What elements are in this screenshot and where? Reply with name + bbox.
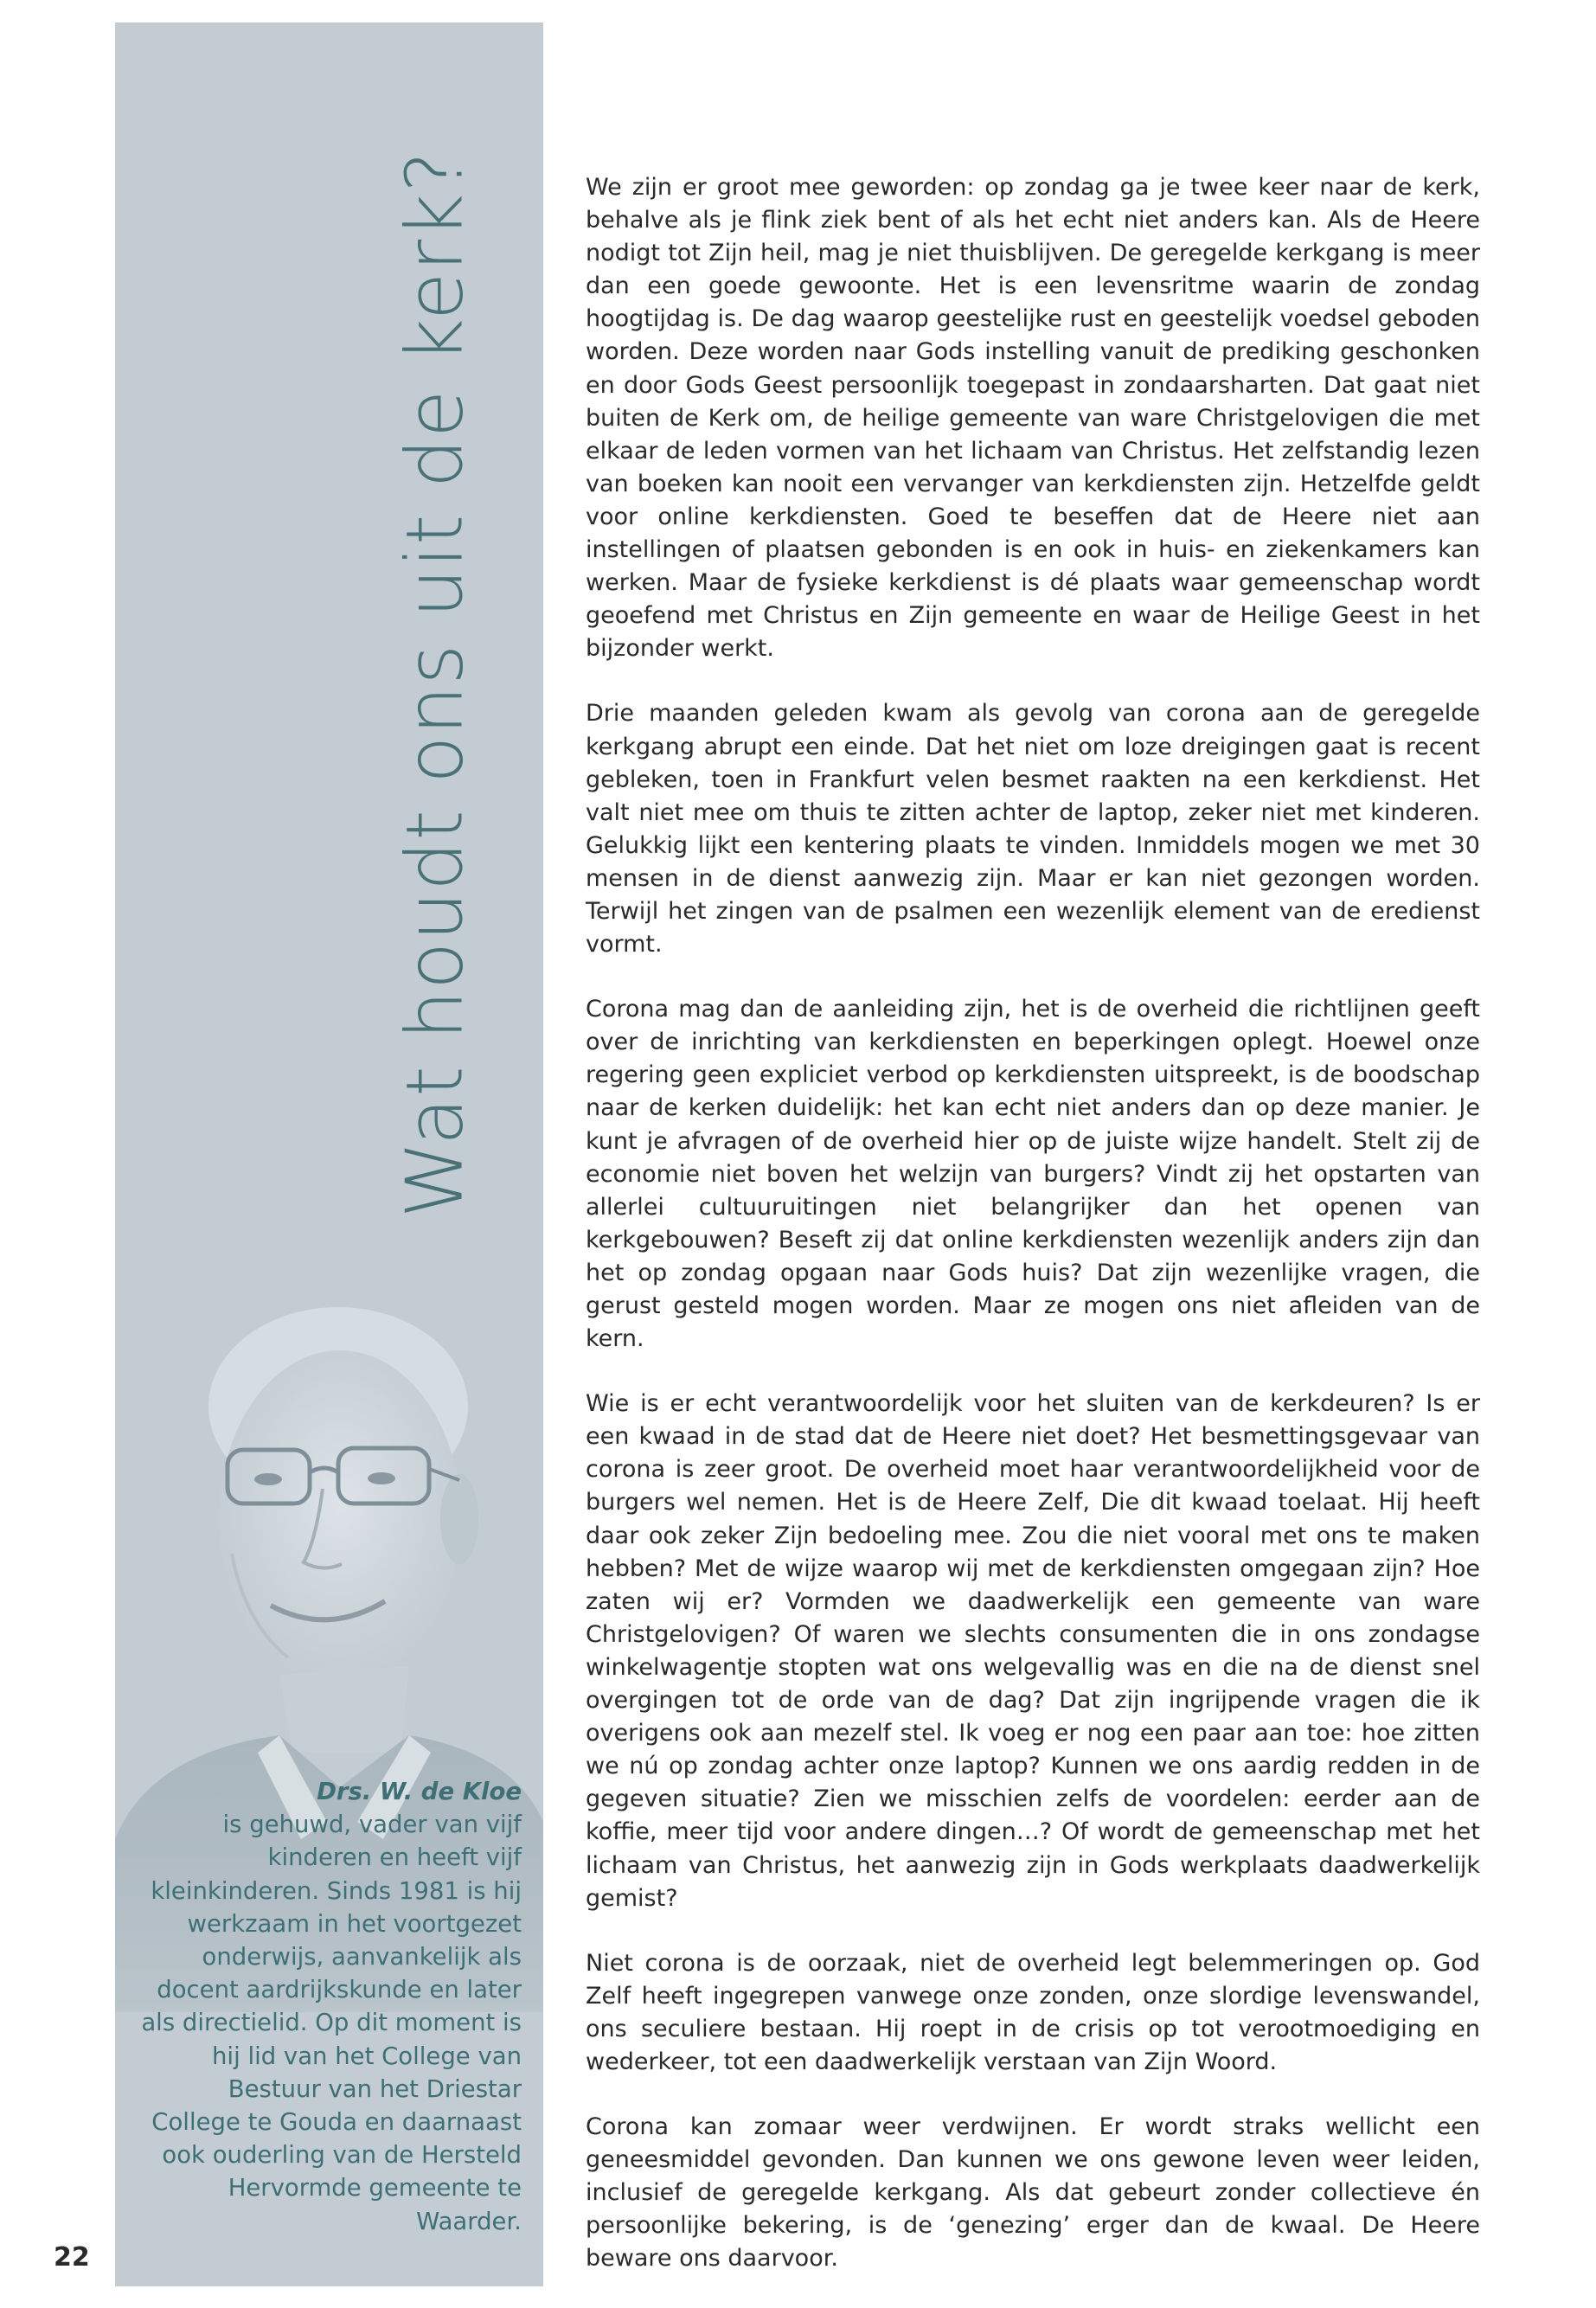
author-bio-text: is gehuwd, vader van vijf kinderen en heeft vijf kleinkinderen. Sinds 1981 is hij werkzaam in het voortgezet onderwijs, aanvankelijk als docent aardrijkskunde en later als directielid. Op dit moment is hij lid van het College van Bestuur van het Driestar College te Gouda en daarnaast ook ouderling van de Hersteld Hervormde gemeente te Waarder. bbox=[141, 1811, 522, 2235]
page-number: 22 bbox=[54, 2242, 90, 2273]
author-name: Drs. W. de Kloe bbox=[317, 1778, 522, 1805]
paragraph: Drie maanden geleden kwam als gevolg van corona aan de geregelde kerkgang abrupt een einde. Dat het niet om loze dreigingen gaat is recent gebleken, toen in Frankfurt velen besmet raakten na een kerkdienst. Het valt niet mee om thuis te zitten achter de laptop, zeker niet met kinderen. Gelukkig lijkt een kentering plaats te vinden. Inmiddels mogen we met 30 mensen in de dienst aanwezig zijn. Maar er kan niet gezongen worden. Terwijl het zingen van de psalmen een wezenlijk element van de eredienst vormt. bbox=[586, 700, 1480, 958]
author-bio bbox=[132, 1775, 522, 2238]
paragraph: Corona kan zomaar weer verdwijnen. Er wordt straks wellicht een geneesmiddel gevonden. Dan kunnen we ons gewone leven weer leiden, inclusief de geregelde kerkgang. Als dat gebeurt zonder collectieve én persoonlijke bekering, is de ‘genezing’ erger dan de kwaal. De Heere beware ons daarvoor. bbox=[586, 2113, 1480, 2273]
title-container bbox=[383, 150, 487, 1219]
paragraph: Niet corona is de oorzaak, niet de overheid legt belemmeringen op. God Zelf heeft ingegrepen vanwege onze zonden, onze slordige levenswandel, ons seculiere bestaan. Hij roept in de crisis op tot verootmoediging en wederkeer, tot een daadwerkelijk verstaan van Zijn Woord. bbox=[586, 1949, 1480, 2075]
article-title: Wat houdt ons uit de kerk? bbox=[389, 150, 481, 1219]
sidebar-panel bbox=[115, 22, 543, 2286]
paragraph: Wie is er echt verantwoordelijk voor het sluiten van de kerkdeuren? Is er een kwaad in de stad dat de Heere niet doet? Het besmettingsgevaar van corona is zeer groot. De overheid moet haar verantwoordelijkheid voor de burgers wel nemen. Het is de Heere Zelf, Die dit kwaad toelaat. Hij heeft daar ook zeker Zijn bedoeling mee. Zou die niet vooral met ons te maken hebben? Met de wijze waarop wij met de kerkdiensten omgegaan zijn? Hoe zaten wij er? Vormden we daadwerkelijk een gemeente van ware Christgelovigen? Of waren we slechts consumenten die in ons zondagse winkelwagentje stopten wat ons welgevallig was en die na de dienst snel overgingen tot de orde van de dag? Dat zijn ingrijpende vragen die ik overigens ook aan mezelf stel. Ik voeg er nog een paar aan toe: hoe zitten we nú op zondag achter onze laptop? Kunnen we ons aardig redden in de gegeven situatie? Zien we misschien zelfs de voordelen: eerder aan de koffie, meer tijd voor andere dingen…? Of wordt de gemeenschap met het lichaam van Christus, het aanwezig zijn in Gods werkplaats daadwerkelijk gemist? bbox=[586, 1390, 1480, 1912]
paragraph: We zijn er groot mee geworden: op zondag ga je twee keer naar de kerk, behalve als je flink ziek bent of als het echt niet anders kan. Als de Heere nodigt tot Zijn heil, mag je niet thuisblijven. De geregelde kerkgang is meer dan een goede gewoonte. Het is een levensritme waarin de zondag hoogtijdag is. De dag waarop geestelijke rust en geestelijk voedsel geboden worden. Deze worden naar Gods instelling vanuit de prediking geschonken en door Gods Geest persoonlijk toegepast in zondaarsharten. Dat gaat niet buiten de Kerk om, de heilige gemeente van ware Christgelovigen die met elkaar de leden vormen van het lichaam van Christus. Het zelfstandig lezen van boeken kan nooit een vervanger van kerkdiensten zijn. Hetzelfde geldt voor online kerkdiensten. Goed te beseffen dat de Heere niet aan instellingen of plaatsen gebonden is en ook in huis- en ziekenkamers kan werken. Maar de fysieke kerkdienst is dé plaats waar gemeenschap wordt geoefend met Christus en Zijn gemeente en waar de Heilige Geest in het bijzonder werkt. bbox=[586, 174, 1480, 663]
article-body bbox=[586, 171, 1480, 2308]
paragraph: Corona mag dan de aanleiding zijn, het is de overheid die richtlijnen geeft over de inrichting van kerkdiensten en beperkingen oplegt. Hoewel onze regering geen expliciet verbod op kerkdiensten uitspreekt, is de boodschap naar de kerken duidelijk: het kan echt niet anders dan op deze manier. Je kunt je afvragen of de overheid hier op de juiste wijze handelt. Stelt zij de economie niet boven het welzijn van burgers? Vindt zij het opstarten van allerlei cultuuruitingen niet belangrijker dan het openen van kerkgebouwen? Beseft zij dat online kerkdiensten wezenlijk anders zijn dan het op zondag opgaan naar Gods huis? Dat zijn wezenlijke vragen, die gerust gesteld mogen worden. Maar ze mogen ons niet afleiden van de kern. bbox=[586, 996, 1480, 1353]
